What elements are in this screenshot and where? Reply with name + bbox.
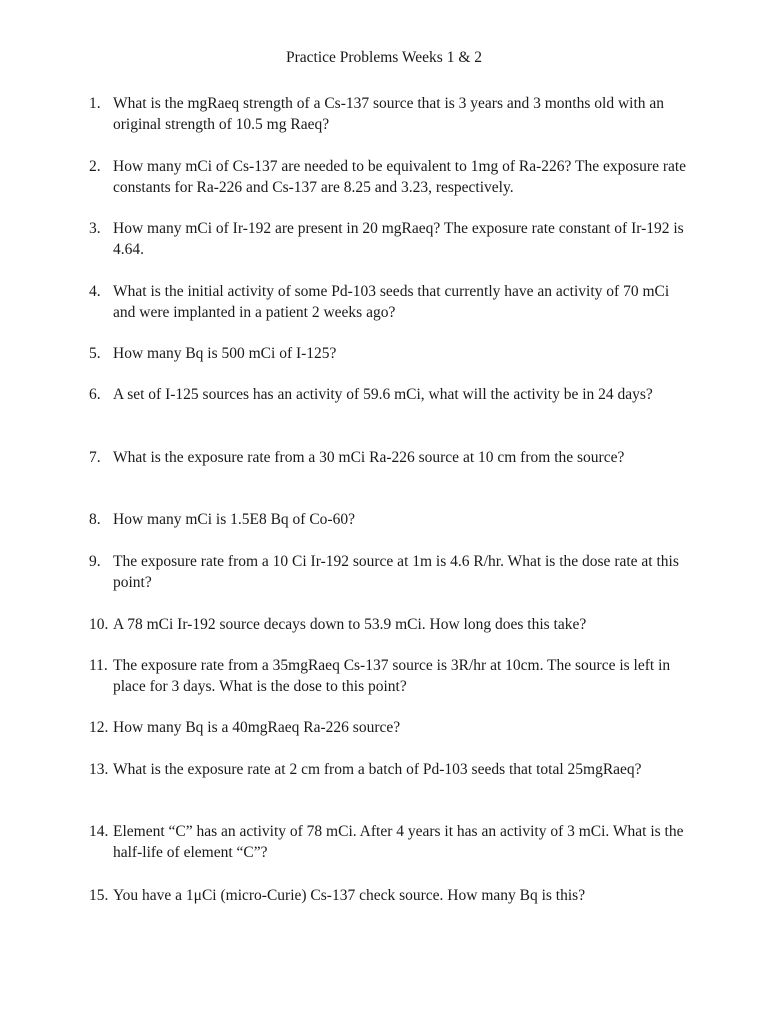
problem-item	[89, 717, 689, 738]
problem-text: What is the exposure rate at 2 cm from a batch of Pd-103 seeds that total 25mgRaeq?	[113, 761, 642, 778]
problem-number: 6.	[89, 386, 101, 403]
problem-text: The exposure rate from a 35mgRaeq Cs-137 source is 3R/hr at 10cm. The source is left in place for 3 days. What is the dose to this point?	[113, 657, 671, 695]
problem-text: Element “C” has an activity of 78 mCi. After 4 years it has an activity of 3 mCi. What is the half-life of element “C”?	[113, 823, 684, 861]
problem-item	[89, 759, 689, 780]
problem-number: 8.	[89, 511, 101, 528]
problem-text: You have a 1μCi (micro-Curie) Cs-137 check source. How many Bq is this?	[113, 887, 586, 904]
problem-number: 12.	[89, 719, 109, 736]
problem-number: 11.	[89, 657, 108, 674]
problem-number: 1.	[89, 95, 101, 112]
problem-text: How many Bq is a 40mgRaeq Ra-226 source?	[113, 719, 401, 736]
problem-number: 3.	[89, 220, 101, 237]
problem-item	[89, 384, 689, 405]
problem-item	[89, 551, 689, 593]
problem-number: 2.	[89, 158, 101, 175]
problem-item	[89, 93, 689, 135]
problem-item	[89, 447, 689, 468]
problem-text: How many mCi of Cs-137 are needed to be equivalent to 1mg of Ra-226? The exposure rate constants for Ra-226 and Cs-137 are 8.25 and 3.23, respectively.	[113, 158, 687, 196]
problem-text: How many mCi is 1.5E8 Bq of Co-60?	[113, 511, 355, 528]
problem-number: 15.	[89, 887, 109, 904]
problem-text: What is the exposure rate from a 30 mCi Ra-226 source at 10 cm from the source?	[113, 449, 625, 466]
problem-text: What is the initial activity of some Pd-103 seeds that currently have an activity of 70 mCi and were implanted in a patient 2 weeks ago?	[113, 283, 670, 321]
problem-text: How many Bq is 500 mCi of I-125?	[113, 345, 337, 362]
problem-number: 5.	[89, 345, 101, 362]
problem-number: 7.	[89, 449, 101, 466]
page-title: Practice Problems Weeks 1 & 2	[285, 49, 483, 66]
problem-item	[89, 218, 689, 260]
problem-text: A 78 mCi Ir-192 source decays down to 53.9 mCi. How long does this take?	[113, 616, 587, 633]
problem-number: 9.	[89, 553, 101, 570]
problem-text: What is the mgRaeq strength of a Cs-137 source that is 3 years and 3 months old with an original strength of 10.5 mg Raeq?	[113, 95, 665, 133]
problem-item	[89, 281, 689, 323]
problem-text: The exposure rate from a 10 Ci Ir-192 source at 1m is 4.6 R/hr. What is the dose rate at this point?	[113, 553, 679, 591]
problem-item	[89, 343, 689, 364]
problem-number: 4.	[89, 283, 101, 300]
problem-item	[89, 655, 689, 697]
problem-item	[89, 614, 689, 635]
problem-number: 10.	[89, 616, 109, 633]
problem-text: How many mCi of Ir-192 are present in 20 mgRaeq? The exposure rate constant of Ir-192 is 4.64.	[113, 220, 684, 258]
problem-item	[89, 509, 689, 530]
problem-item	[89, 821, 689, 863]
problem-number: 13.	[89, 761, 109, 778]
problem-item	[89, 156, 689, 198]
problem-text: A set of I-125 sources has an activity of 59.6 mCi, what will the activity be in 24 days?	[113, 386, 653, 403]
problem-number: 14.	[89, 823, 109, 840]
problem-item	[89, 885, 689, 906]
